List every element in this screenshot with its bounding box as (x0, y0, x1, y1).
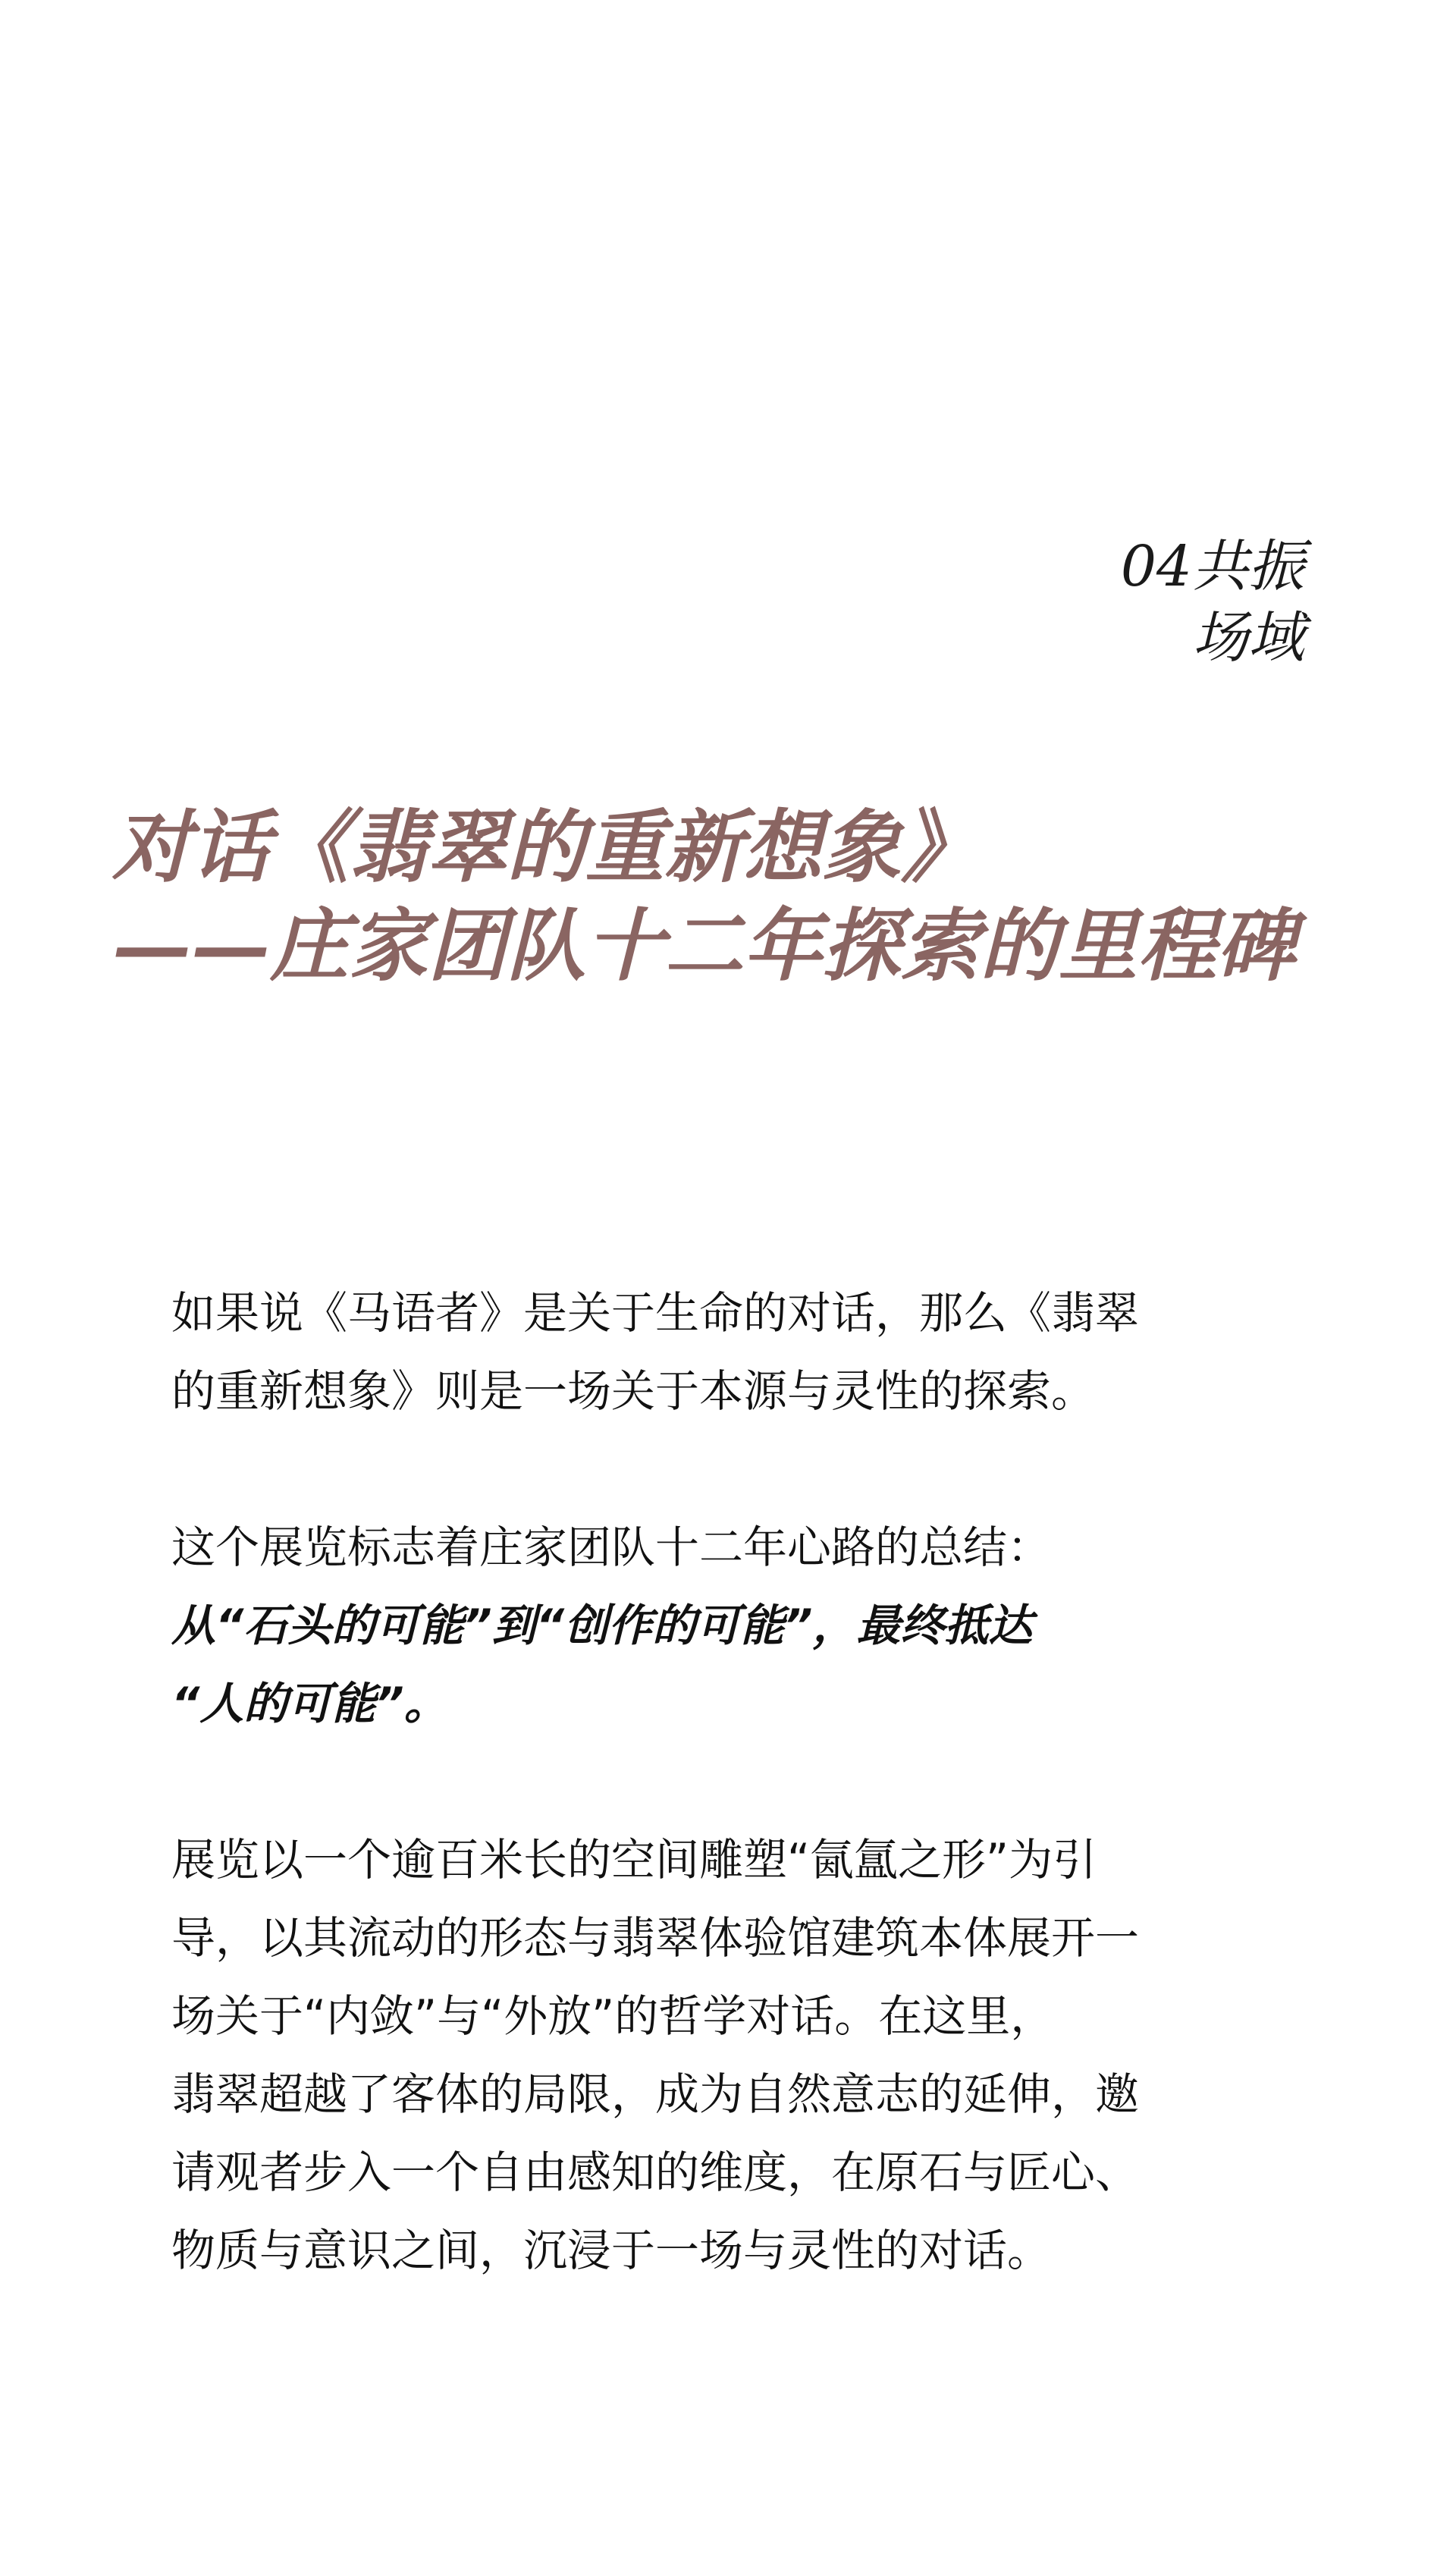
headline-line-1: 对话《翡翠的重新想象》 (112, 800, 981, 893)
paragraph-line: 场关于“内敛”与“外放”的哲学对话。在这里， (171, 1990, 1055, 2042)
section-subtitle: 场域 (1192, 605, 1304, 670)
section-label (774, 531, 1304, 674)
article-body (171, 1274, 1309, 2290)
paragraph-intro (171, 1274, 1309, 1430)
emphasis-line: “人的可能”。 (171, 1678, 448, 1729)
emphasis-line: 从“石头的可能”到“创作的可能”，最终抵达 (171, 1600, 1033, 1651)
paragraph-line: 请观者步入一个自由感知的维度，在原石与匠心、 (171, 2146, 1140, 2198)
paragraph-line: 物质与意识之间，沉浸于一场与灵性的对话。 (171, 2225, 1052, 2276)
paragraph-line: 翡翠超越了客体的局限，成为自然意志的延伸，邀 (171, 2068, 1140, 2120)
headline-line-2: ——庄家团队十二年探索的里程碑 (112, 899, 1296, 992)
paragraph-line: 展览以一个逾百米长的空间雕塑“氤氲之形”为引 (171, 1834, 1097, 1886)
paragraph-line: 导，以其流动的形态与翡翠体验馆建筑本体展开一 (171, 1912, 1140, 1964)
paragraph-line: 这个展览标志着庄家团队十二年心路的总结： (171, 1522, 1052, 1573)
article-headline (112, 798, 1401, 995)
paragraph-milestone (171, 1509, 1309, 1743)
paragraph-line: 的重新想象》则是一场关于本源与灵性的探索。 (171, 1365, 1096, 1417)
paragraph-line: 如果说《马语者》是关于生命的对话，那么《翡翠 (171, 1287, 1140, 1339)
paragraph-exhibition (171, 1821, 1309, 2290)
section-number-title: 04共振 (1120, 534, 1304, 599)
